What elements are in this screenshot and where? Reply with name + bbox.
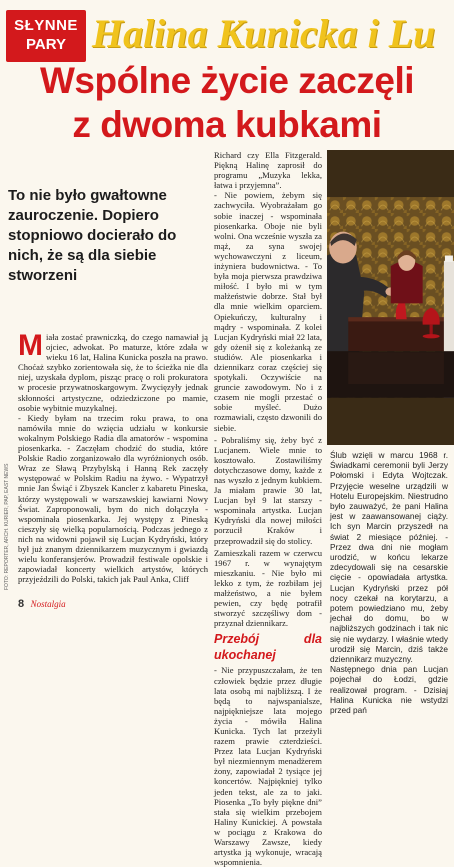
- magazine-name: Nostalgia: [30, 599, 66, 609]
- headline-line2: z dwoma kubkami: [72, 104, 382, 145]
- article-column-2: [117, 150, 214, 606]
- article-column-2-text: [214, 150, 322, 867]
- badge-line1: SŁYNNE: [14, 17, 78, 34]
- col2-p2: - Nie powiem, żebym się zachwyciła. Wyobrażałam go sobie inaczej - wspominała piosenkarka. Obojе nie byli wolni. Ona wcześnie wyszła za mąż, za syna swojej wychowawczyni z liceum, inżyniera budownictwa. - To była moja pierwsza prawdziwa miłość. I było mi w tym małżeństwie dobrze. Stał był dla mnie wielkim oparciem. Opiekuńczy, kulturalny i mądry - wspominała. Z kolei Lucjan Kydryński miał 22 lata, gdy ożenił się z koleżanką ze studiów. Ale piosenkarka i dziennikarz coraz częściej się spotykali. Oczywiście na gruncie zawodowym. No i z czasem nie mogli przestać o sobie myśleć. Dużo rozmawiali, często dzwonili do siebie.: [214, 190, 322, 433]
- photo-credit: FOTO: REPORTER, ARCH. KURIER, PAP, EAST NEWS: [4, 463, 10, 590]
- page-footer: [18, 598, 66, 610]
- subheading: Przebój dla ukochanej: [214, 632, 322, 663]
- column-1-text: iała zostać prawniczką, do czego namawiał ją ojciec, adwokat. Po maturze, które zdała w wieku 16 lat, Halina Kunicka poszła na prawo. Choćaż szybko zorientowała się, że to ścieżka nie dla niej, uzyskała dyplom, pisząc pracę o roli prokuratora w procesie przywatnoskargowym. Zwycięzyły jednak skłonności artystyczne, odziedziczone po mamie, osobie wybitnie muzykalnej. - Kiedy byłam na trzecim roku prawa, to ona namówiła mnie do wzięcia udziału w konkursie wokalnym Polskiego Radia dla amatorów - wspomina piosenkarka. - Zaczęłam chodzić do studia, które Polskie Radio zorganizowało dla wyróżnionych osób. Wraz ze Sławą Przybylską i Hanną Rek zaczęły występować w Polskim Radiu na żywo. - Wypatrzył mnie Jan Świąć i Zbyszek Kancler z kabaretu Pineska, którzy występowali w warszawskiej kawiarni Nowy Świat. Zaproponowali, bym do nich dołączyła - wspominała piosenkarka. Jej występy z Pineską cieszyły się wielką popularnością. Podczas jednego z nich na widowni pojawił się Lucjan Kydryński, który był już znanym dziennikarzem muzycznym i gwiazdą wielu konferansjerów. Prowadził festiwale opolskie i zapowiadał koncerty wielkich artystów, których przyjeździli do Polski, takich jak Paul Anka, Cliff: [18, 332, 208, 585]
- section-badge: [6, 10, 86, 62]
- couple-photo: [327, 150, 454, 445]
- lead-paragraph: To nie było gwałtowne zauroczenie. Dopiero stopniowo docierało do nich, że są dla siebie stworzeni: [8, 187, 177, 284]
- photo-illustration: [327, 150, 454, 445]
- col2-p5: - Nie przypuszczałam, że ten człowiek będzie przez długie lata osobą mi najbliższą. I że będą to najwspanialsze, najpiękniejsze lata mojego życia - mówiła Halina Kunicka. Tych lat przeżyli razem prawie czterdzieści. Przez lata Lucjan Kydryński był niezmiennym menadżerem żony, zapowiadał 2 tysiące jej koncertów. Najpiękniej tylko jeden tekst, ale za to jaki. Piosenka „To były piękne dni” stała się wielkim przebojem Haliny Kunickiej. A powstała w pociągu z Krakowa do Warszawy Zawsze, kiedy artystka ją wykonuje, wracają wspomnienia.: [214, 665, 322, 867]
- badge-line2: PARY: [25, 36, 66, 53]
- photo-caption: Ślub wzięli w marcu 1968 r. Świadkami ceremonii byli Jerzy Połomski i Edyta Wojtczak. Przyjęcie weselne urządzili w Hotelu Europejskim. Niestrudno było zauważyć, że pani Halina jest w zaawansowanej ciąży. Ich syn Marcin przyszedł na świat 2 miesiące później. - Przez dwa dni nie mogłam urodzić, w końcu lekarze zdecydowali się na cesarskie cięcie - opowiadała artystka. Lucjan Kydryński przez pół nocy czekał na korytarzu, a potem powiedziano mu, żeby jechał do domu, bo w najbliższych godzinach i tak nic się nie wydarzy. I właśnie wtedy urodził się Marcin, dziś także dziennikarz muzyczny. Następnego dnia pan Lucjan pojechał do Łodzi, gdzie realizował program. - Dzisiaj Halina Kunicka nie wstydzi przed pań: [330, 450, 448, 716]
- couple-title: Halina Kunicka i Lu: [92, 11, 436, 56]
- col2-p4: Zamieszkali razem w czerwcu 1967 r. w wynajętym mieszkaniu. - Nie było mi lekko z tym, że rozbiłam jej małżeństwo, a nie byłem pewien, czy będę potrafił stworzyć szczęśliwy dom - przyznał dziennikarz.: [214, 547, 322, 629]
- headline-line1: Wspólne życie zaczęli: [39, 60, 415, 101]
- col2-p3: - Pobraliśmy się, żeby być z Lucjanem. Wiele mnie to kosztowało. Zostawiliśmy dotychczasowe domy, każde z nas wyszło z jednym kubkiem. Ja miałam prawie 30 lat, Lucjan był 9 lat starszy - wspominała artystka. Lucjan Kydryński dla nowej miłości porzucił Kraków i przeprowadził się do stolicy.: [214, 434, 322, 546]
- dropcap: M: [18, 329, 43, 362]
- col2-p1: Richard czy Ella Fitzgerald. Piękną Halinę zaprosił do programu „Muzyka lekka, łatwa i przyjemna”.: [214, 150, 322, 191]
- page-number: 8: [18, 598, 25, 610]
